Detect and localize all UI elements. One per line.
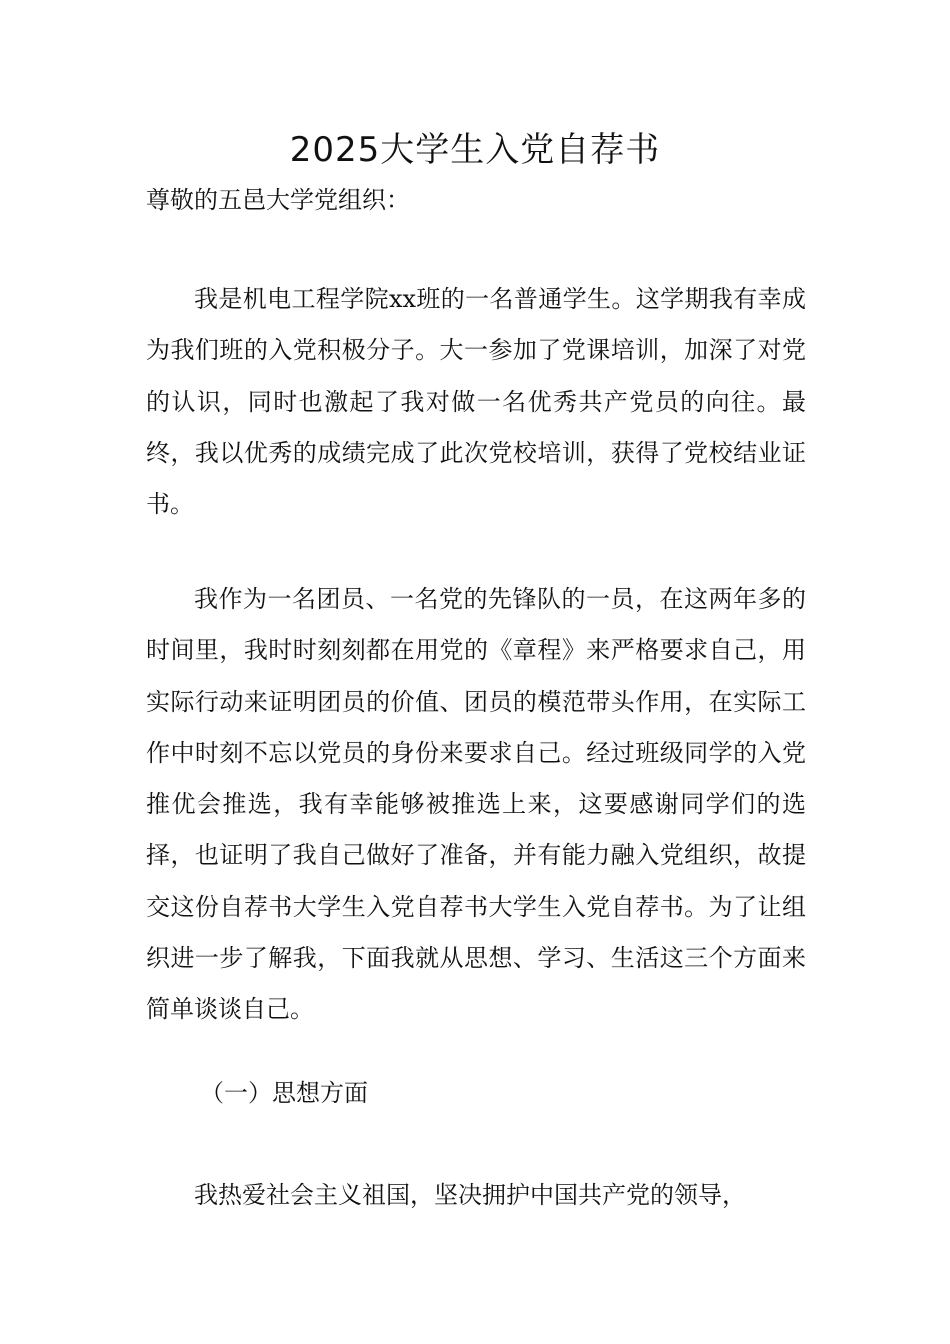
- paragraph-intro: 我是机电工程学院xx班的一名普通学生。这学期我有幸成为我们班的入党积极分子。大一参加了党课培训，加深了对党的认识，同时也激起了我对做一名优秀共产党员的向往。最终，我以优秀的成绩完成了此次党校培训，获得了党校结业证书。: [146, 285, 806, 519]
- paragraph-thought: 我热爱社会主义祖国，坚决拥护中国共产党的领导，: [194, 1181, 746, 1209]
- section-heading-thought: （一）思想方面: [200, 1079, 368, 1107]
- salutation: 尊敬的五邑大学党组织：: [146, 186, 410, 214]
- paragraph-member: 我作为一名团员、一名党的先锋队的一员，在这两年多的时间里，我时时刻刻都在用党的《章程》来严格要求自己，用实际行动来证明团员的价值、团员的模范带头作用，在实际工作中时刻不忘以党员的身份来要求自己。经过班级同学的入党推优会推选，我有幸能够被推选上来，这要感谢同学们的选择，也证明了我自己做好了准备，并有能力融入党组织，故提交这份自荐书大学生入党自荐书大学生入党自荐书。为了让组织进一步了解我，下面我就从思想、学习、生活这三个方面来简单谈谈自己。: [146, 585, 806, 1024]
- document-title: 2025大学生入党自荐书: [289, 130, 661, 170]
